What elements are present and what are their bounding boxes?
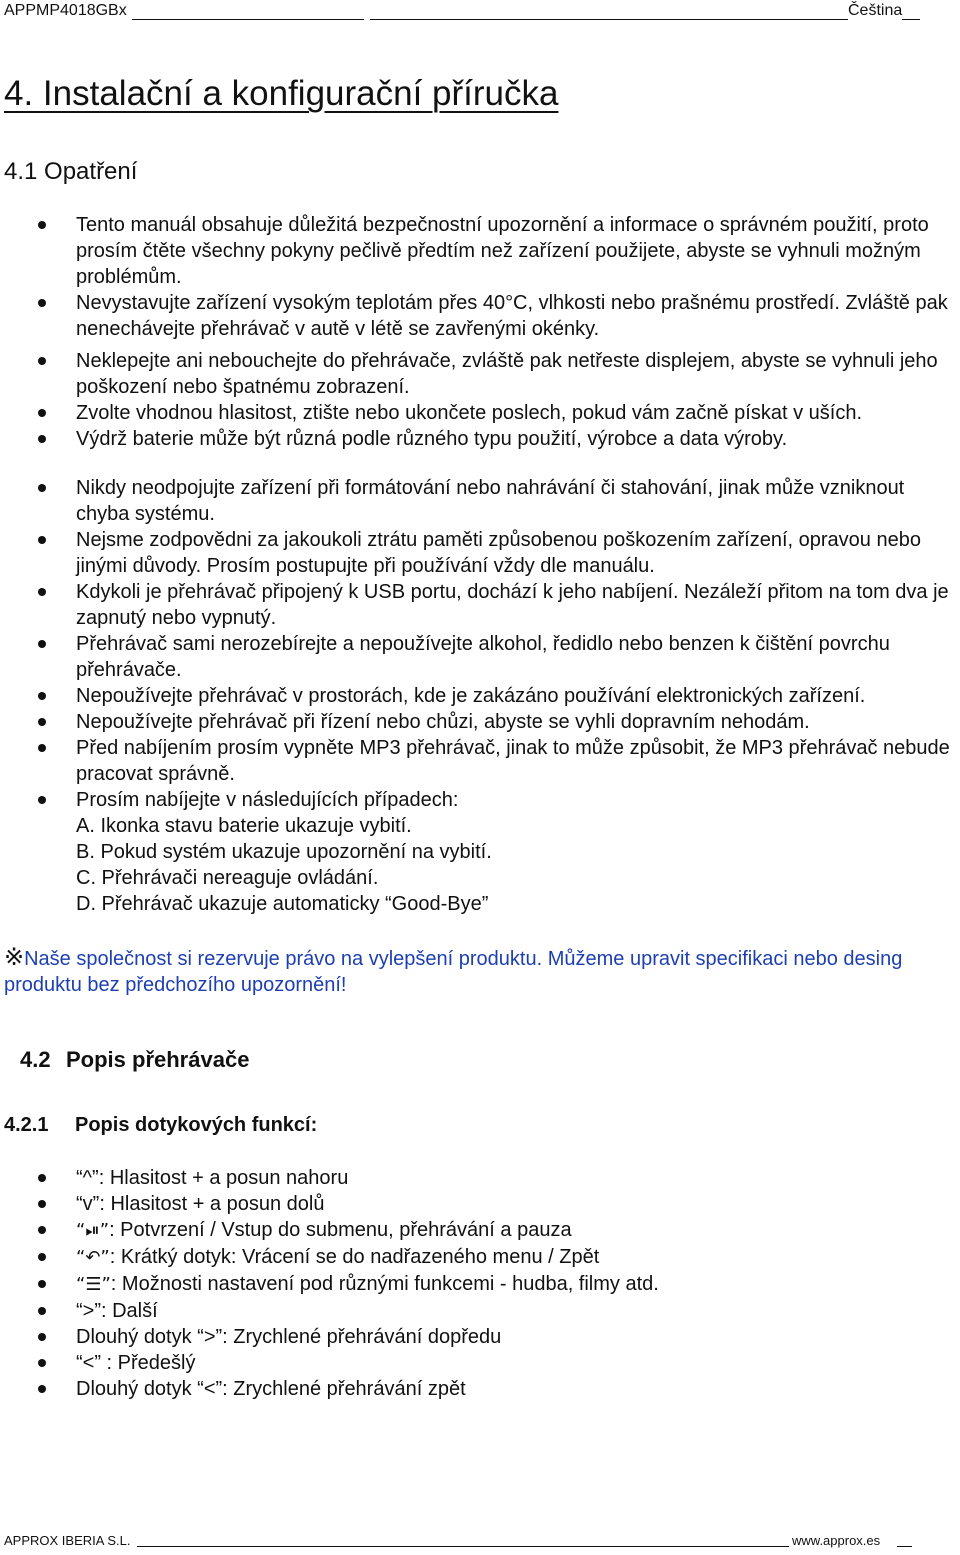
list-item: Výdrž baterie může být různá podle různého typu použití, výrobce a data výroby. [0,426,960,452]
header-rule-1 [132,19,364,20]
list-item: “v”: Hlasitost + a posun dolů [0,1191,960,1217]
bullet-icon [38,1280,46,1288]
section-4-2-1-heading: 4.2.1 Popis dotykových funkcí: [4,1114,318,1136]
footer-website: www.approx.es [792,1533,881,1548]
list-item: “<” : Předešlý [0,1350,960,1376]
bullet-icon [38,640,46,648]
charging-case: B. Pokud systém ukazuje upozornění na vybití. [76,841,492,863]
footer-company: APPROX IBERIA S.L. [4,1533,131,1548]
bullet-icon [38,1307,46,1315]
reference-mark-icon: ※ [4,944,25,971]
touch-functions-list [0,1165,960,1402]
bullet-icon [38,1200,46,1208]
play-pause-icon: “⏯” [76,1220,110,1241]
bullet-icon [38,357,46,365]
section-4-2-heading: 4.2 Popis přehrávače [20,1047,250,1072]
list-item: Nepoužívejte přehrávač v prostorách, kde je zakázáno používání elektronických zařízení. [0,683,960,709]
list-item: “☰”: Možnosti nastavení pod různými funkcemi - hudba, filmy atd. [0,1271,960,1298]
list-item: Dlouhý dotyk “<”: Zrychlené přehrávání zpět [0,1376,960,1402]
bullet-icon [38,299,46,307]
list-item: Před nabíjením prosím vypněte MP3 přehrávač, jinak to může způsobit, že MP3 přehrávač nebude pracovat správně. [0,735,960,787]
bullet-icon [38,1253,46,1261]
charging-case: D. Přehrávač ukazuje automaticky “Good-Bye” [76,893,489,915]
header-model: APPMP4018GBx [4,2,127,19]
charging-case: C. Přehrávači nereaguje ovládání. [76,867,379,889]
header-rule-3 [902,19,920,20]
page-title: 4. Instalační a konfigurační příručka [4,74,559,113]
precautions-list-1 [0,212,960,452]
bullet-icon [38,1174,46,1182]
footer-rule-end [897,1546,912,1547]
list-item: “↶”: Krátký dotyk: Vrácení se do nadřazeného menu / Zpět [0,1244,960,1271]
bullet-icon [38,484,46,492]
precautions-list-2 [0,475,960,917]
bullet-icon [38,718,46,726]
charging-case: A. Ikonka stavu baterie ukazuje vybití. [76,815,412,837]
list-item: Dlouhý dotyk “>”: Zrychlené přehrávání dopředu [0,1324,960,1350]
list-item: Nejsme zodpovědni za jakoukoli ztrátu paměti způsobenou poškozením zařízení, opravou nebo jinými důvody. Prosím postupujte při používání vždy dle manuálu. [0,527,960,579]
list-item: Zvolte vhodnou hlasitost, ztište nebo ukončete poslech, pokud vám začně pískat v uších. [0,400,960,426]
bullet-icon [38,744,46,752]
bullet-icon [38,536,46,544]
list-item: “⏯”: Potvrzení / Vstup do submenu, přehrávání a pauza [0,1217,960,1244]
back-icon: “↶” [76,1247,110,1268]
list-item: Nikdy neodpojujte zařízení při formátování nebo nahrávání či stahování, jinak může vzniknout chyba systému. [0,475,960,527]
footer-rule [137,1546,789,1547]
list-item: Neklepejte ani nebouchejte do přehrávače, zvláště pak netřeste displejem, abyste se vyhnuli jeho poškození nebo špatnému zobrazení. [0,348,960,400]
bullet-icon [38,435,46,443]
menu-icon: “☰” [76,1274,111,1295]
bullet-icon [38,692,46,700]
bullet-icon [38,1359,46,1367]
page-footer [4,1533,912,1553]
list-item: Tento manuál obsahuje důležitá bezpečnostní upozornění a informace o správném použití, proto prosím čtěte všechny pokyny pečlivě předtím než zařízení použijete, abyste se vyhnuli možným problémům. [0,212,960,290]
bullet-icon [38,221,46,229]
list-item: “^”: Hlasitost + a posun nahoru [0,1165,960,1191]
bullet-icon [38,588,46,596]
header-language: Čeština [848,2,903,19]
list-item: Přehrávač sami nerozebírejte a nepoužívejte alkohol, ředidlo nebo benzen k čištění povrchu přehrávače. [0,631,960,683]
list-item: Kdykoli je přehrávač připojený k USB portu, dochází k jeho nabíjení. Nezáleží přitom na tom dva je zapnutý nebo vypnutý. [0,579,960,631]
list-item: Nevystavujte zařízení vysokým teplotám přes 40°C, vlhkosti nebo prašnému prostředí. Zvláště pak nenechávejte přehrávač v autě v létě se zavřenými okénky. [0,290,960,342]
list-item: Prosím nabíjejte v následujících případech: A. Ikonka stavu baterie ukazuje vybití. B. Pokud systém ukazuje upozornění na vybití. C. Přehrávači nereaguje ovládání. D. Přehrávač ukazuje automaticky “Good-Bye” [0,787,960,917]
company-notice: ※Naše společnost si rezervuje právo na vylepšení produktu. Můžeme upravit specifikaci nebo desing produktu bez předchozího upozornění! [4,944,903,996]
bullet-icon [38,796,46,804]
list-item: Nepoužívejte přehrávač při řízení nebo chůzi, abyste se vyhli dopravním nehodám. [0,709,960,735]
bullet-icon [38,1226,46,1234]
bullet-icon [38,1333,46,1341]
page-header [4,2,916,24]
bullet-icon [38,409,46,417]
header-rule-2 [370,19,848,20]
bullet-icon [38,1385,46,1393]
section-4-1-heading: 4.1 Opatření [4,158,138,185]
list-item: “>”: Další [0,1298,960,1324]
